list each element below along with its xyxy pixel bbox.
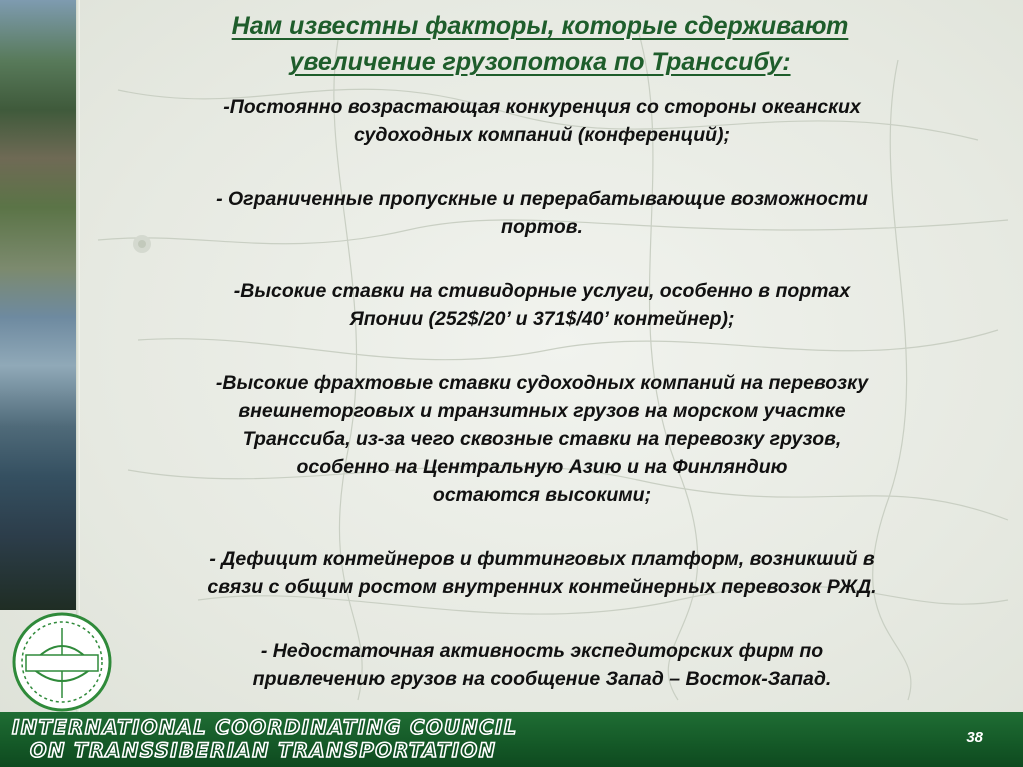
title-line-1: Нам известны факторы, которые сдерживают	[231, 12, 849, 40]
footer-banner	[0, 712, 1023, 767]
title-line-2: увеличение грузопотока по Транссибу:	[289, 48, 791, 76]
factor-line: привлечению грузов на сообщение Запад – Восток-Запад.	[252, 668, 832, 690]
factor-line: Транссиба, из-за чего сквозные ставки на перевозку грузов,	[242, 428, 842, 450]
factor-line: -Высокие фрахтовые ставки судоходных компаний на перевозку	[215, 372, 869, 394]
footer-org-line-2: ON TRANSSIBERIAN TRANSPORTATION	[30, 739, 497, 762]
factor-line: - Ограниченные пропускные и перерабатывающие возможности	[216, 188, 868, 210]
factor-item	[92, 93, 992, 149]
footer-org-line-1: INTERNATIONAL COORDINATING COUNCIL	[12, 716, 518, 739]
factor-item	[92, 185, 992, 241]
factor-line: - Недостаточная активность экспедиторских фирм по	[260, 640, 824, 662]
factor-line: Японии (252$/20’ и 371$/40’ контейнер);	[349, 308, 735, 330]
factor-item	[92, 637, 992, 693]
factor-line: внешнеторговых и транзитных грузов на морском участке	[238, 400, 846, 422]
factor-line: - Дефицит контейнеров и фиттинговых платформ, возникший в	[209, 548, 875, 570]
factor-item	[92, 277, 992, 333]
factor-line: -Высокие ставки на стивидорные услуги, особенно в портах	[233, 280, 851, 302]
slide-title	[100, 8, 980, 80]
factor-list	[92, 93, 992, 693]
factor-item	[92, 369, 992, 509]
factor-item	[92, 545, 992, 601]
factor-line: портов.	[501, 216, 583, 238]
factor-line: -Постоянно возрастающая конкуренция со стороны океанских	[223, 96, 861, 118]
factor-line: особенно на Центральную Азию и на Финляндию	[296, 456, 788, 478]
page-number: 38	[966, 729, 983, 746]
factor-line: связи с общим ростом внутренних контейнерных перевозок РЖД.	[207, 576, 877, 598]
factor-line: остаются высокими;	[432, 484, 652, 506]
factor-line: судоходных компаний (конференций);	[353, 124, 731, 146]
photo-strip	[0, 0, 78, 610]
